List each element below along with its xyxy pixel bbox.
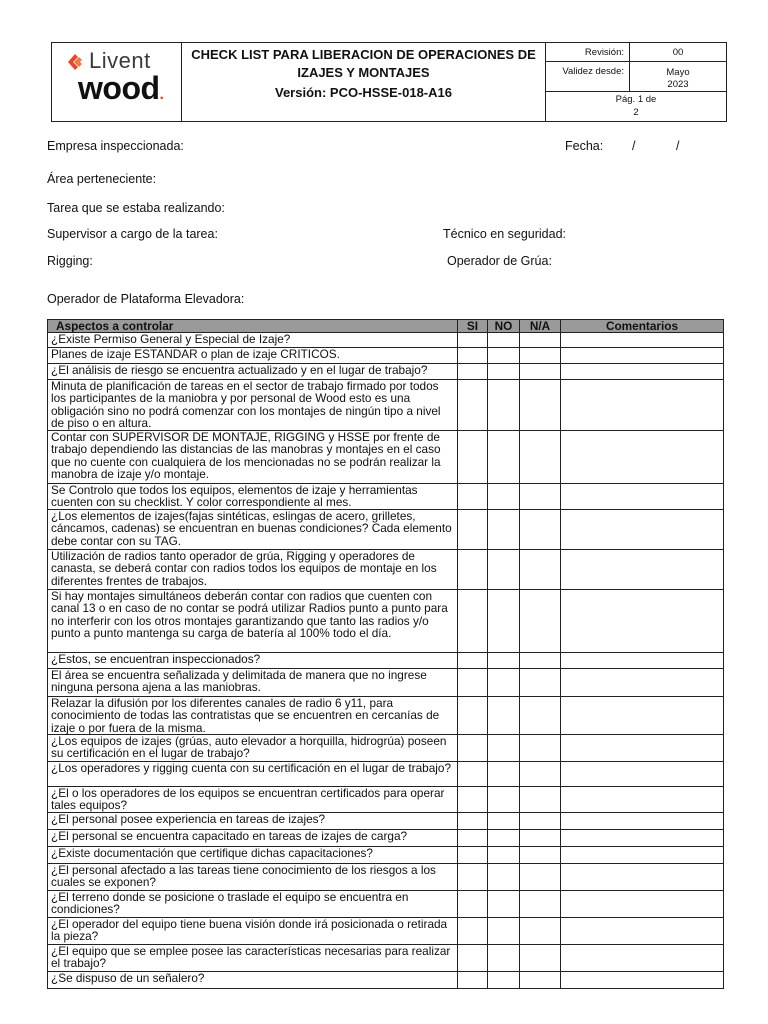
table-row	[48, 762, 724, 787]
no-checkbox-cell[interactable]	[488, 509, 520, 549]
na-checkbox-cell[interactable]	[520, 484, 561, 510]
checklist-question: ¿El terreno donde se posicione o traslade el equipo se encuentra en condiciones?	[48, 891, 458, 918]
livent-logo-icon	[65, 52, 85, 72]
checklist-question: Contar con SUPERVISOR DE MONTAJE, RIGGING y HSSE por frente de trabajo dependiendo las distancias de las manobras y montajes en el caso que no cuente con cualquiera de los mencionadas no se podrán realizar la manobra de izaje y/o montaje.	[48, 431, 458, 484]
no-checkbox-cell[interactable]	[488, 431, 520, 484]
si-checkbox-cell[interactable]	[458, 431, 488, 484]
si-checkbox-cell[interactable]	[458, 333, 488, 348]
table-row	[48, 668, 724, 696]
table-row	[48, 549, 724, 589]
comments-cell[interactable]	[561, 380, 724, 431]
checklist-question: ¿Existe documentación que certifique dichas capacitaciones?	[48, 847, 458, 864]
table-row	[48, 864, 724, 891]
si-checkbox-cell[interactable]	[458, 787, 488, 813]
si-checkbox-cell[interactable]	[458, 735, 488, 762]
table-row	[48, 918, 724, 945]
comments-cell[interactable]	[561, 364, 724, 380]
header-no: NO	[488, 320, 520, 333]
no-checkbox-cell[interactable]	[488, 847, 520, 864]
table-row	[48, 589, 724, 652]
checklist-question: ¿El equipo que se emplee posee las características necesarias para realizar el trabajo?	[48, 945, 458, 972]
checklist-question: El área se encuentra señalizada y delimitada de manera que no ingrese ninguna persona ajena a las maniobras.	[48, 668, 458, 696]
checklist-question: ¿Los operadores y rigging cuenta con su certificación en el lugar de trabajo?	[48, 762, 458, 787]
comments-cell[interactable]	[561, 431, 724, 484]
field-supervisor-label: Supervisor a cargo de la tarea:	[47, 227, 218, 241]
checklist-question: ¿El operador del equipo tiene buena visión donde irá posicionada o retirada la pieza?	[48, 918, 458, 945]
comments-cell[interactable]	[561, 945, 724, 972]
validity-year: 2023	[667, 79, 689, 90]
revision-label: Revisión:	[546, 43, 630, 61]
na-checkbox-cell[interactable]	[520, 668, 561, 696]
fecha-separator-1: /	[632, 139, 636, 153]
table-row	[48, 830, 724, 847]
si-checkbox-cell[interactable]	[458, 348, 488, 364]
comments-cell[interactable]	[561, 348, 724, 364]
no-checkbox-cell[interactable]	[488, 589, 520, 652]
no-checkbox-cell[interactable]	[488, 864, 520, 891]
table-row	[48, 509, 724, 549]
header-comentarios: Comentarios	[561, 320, 724, 333]
no-checkbox-cell[interactable]	[488, 668, 520, 696]
page-line-1: Pág. 1 de	[615, 94, 657, 105]
si-checkbox-cell[interactable]	[458, 891, 488, 918]
si-checkbox-cell[interactable]	[458, 762, 488, 787]
field-fecha-label: Fecha:	[565, 139, 604, 153]
version-code: Versión: PCO-HSSE-018-A16	[274, 85, 452, 100]
document-meta	[546, 43, 726, 121]
table-row	[48, 847, 724, 864]
si-checkbox-cell[interactable]	[458, 813, 488, 830]
comments-cell[interactable]	[561, 696, 724, 734]
table-row	[48, 431, 724, 484]
logo-dot: .	[159, 86, 164, 103]
na-checkbox-cell[interactable]	[520, 945, 561, 972]
na-checkbox-cell[interactable]	[520, 813, 561, 830]
no-checkbox-cell[interactable]	[488, 348, 520, 364]
na-checkbox-cell[interactable]	[520, 509, 561, 549]
comments-cell[interactable]	[561, 847, 724, 864]
comments-cell[interactable]	[561, 891, 724, 918]
table-row	[48, 333, 724, 348]
company-logo	[52, 43, 182, 121]
no-checkbox-cell[interactable]	[488, 333, 520, 348]
na-checkbox-cell[interactable]	[520, 787, 561, 813]
na-checkbox-cell[interactable]	[520, 696, 561, 734]
na-checkbox-cell[interactable]	[520, 364, 561, 380]
table-row	[48, 813, 724, 830]
checklist-body	[48, 333, 724, 989]
document-title	[182, 43, 546, 121]
na-checkbox-cell[interactable]	[520, 972, 561, 989]
si-checkbox-cell[interactable]	[458, 509, 488, 549]
na-checkbox-cell[interactable]	[520, 891, 561, 918]
no-checkbox-cell[interactable]	[488, 696, 520, 734]
si-checkbox-cell[interactable]	[458, 652, 488, 668]
no-checkbox-cell[interactable]	[488, 813, 520, 830]
si-checkbox-cell[interactable]	[458, 549, 488, 589]
si-checkbox-cell[interactable]	[458, 668, 488, 696]
comments-cell[interactable]	[561, 549, 724, 589]
comments-cell[interactable]	[561, 509, 724, 549]
validity-month: Mayo	[666, 67, 690, 78]
no-checkbox-cell[interactable]	[488, 945, 520, 972]
no-checkbox-cell[interactable]	[488, 918, 520, 945]
logo-text-livent: Livent	[89, 48, 151, 73]
field-empresa-label: Empresa inspeccionada:	[47, 139, 184, 153]
field-rigging-label: Rigging:	[47, 254, 93, 268]
checklist-question: ¿Los equipos de izajes (grúas, auto elevador a horquilla, hidrogrúa) poseen su certificación en el lugar de trabajo?	[48, 735, 458, 762]
no-checkbox-cell[interactable]	[488, 972, 520, 989]
na-checkbox-cell[interactable]	[520, 380, 561, 431]
na-checkbox-cell[interactable]	[520, 762, 561, 787]
si-checkbox-cell[interactable]	[458, 380, 488, 431]
na-checkbox-cell[interactable]	[520, 735, 561, 762]
no-checkbox-cell[interactable]	[488, 364, 520, 380]
field-area-label: Área perteneciente:	[47, 172, 157, 186]
no-checkbox-cell[interactable]	[488, 549, 520, 589]
si-checkbox-cell[interactable]	[458, 696, 488, 734]
checklist-question: ¿Los elementos de izajes(fajas sintéticas, eslingas de acero, grilletes, cáncamos, cadenas) se encuentran en buenas condiciones? Cada elemento debe contar con su TAG.	[48, 509, 458, 549]
checklist-question: Relazar la difusión por los diferentes canales de radio 6 y11, para conocimiento de todas las contratistas que se encuentren en cercanías de izaje o por fuera de la misma.	[48, 696, 458, 734]
comments-cell[interactable]	[561, 830, 724, 847]
table-row	[48, 652, 724, 668]
comments-cell[interactable]	[561, 652, 724, 668]
document-header	[51, 42, 727, 122]
no-checkbox-cell[interactable]	[488, 380, 520, 431]
checklist-question: Utilización de radios tanto operador de grúa, Rigging y operadores de canasta, se deberá contar con radios todos los equipos de montaje en los diferentes frentes de trabajos.	[48, 549, 458, 589]
comments-cell[interactable]	[561, 864, 724, 891]
page-line-2: 2	[633, 107, 639, 118]
si-checkbox-cell[interactable]	[458, 864, 488, 891]
si-checkbox-cell[interactable]	[458, 589, 488, 652]
table-row	[48, 364, 724, 380]
logo-text-wood	[78, 70, 163, 107]
si-checkbox-cell[interactable]	[458, 972, 488, 989]
checklist-question: ¿El personal posee experiencia en tareas de izajes?	[48, 813, 458, 830]
no-checkbox-cell[interactable]	[488, 735, 520, 762]
no-checkbox-cell[interactable]	[488, 762, 520, 787]
na-checkbox-cell[interactable]	[520, 333, 561, 348]
title-line-2: IZAJES Y MONTAJES	[297, 65, 430, 80]
header-na: N/A	[520, 320, 561, 333]
si-checkbox-cell[interactable]	[458, 918, 488, 945]
field-tecnico-label: Técnico en seguridad:	[443, 227, 566, 241]
table-row	[48, 696, 724, 734]
comments-cell[interactable]	[561, 589, 724, 652]
table-row	[48, 945, 724, 972]
comments-cell[interactable]	[561, 972, 724, 989]
na-checkbox-cell[interactable]	[520, 918, 561, 945]
na-checkbox-cell[interactable]	[520, 348, 561, 364]
checklist-question: ¿El personal afectado a las tareas tiene conocimiento de los riesgos a los cuales se exponen?	[48, 864, 458, 891]
comments-cell[interactable]	[561, 918, 724, 945]
checklist-question: Planes de izaje ESTANDAR o plan de izaje CRITICOS.	[48, 348, 458, 364]
checklist-question: ¿El análisis de riesgo se encuentra actualizado y en el lugar de trabajo?	[48, 364, 458, 380]
comments-cell[interactable]	[561, 762, 724, 787]
checklist-question: Se Controlo que todos los equipos, elementos de izaje y herramientas cuenten con su checklist. Y color correspondiente al mes.	[48, 484, 458, 510]
no-checkbox-cell[interactable]	[488, 484, 520, 510]
comments-cell[interactable]	[561, 668, 724, 696]
checklist-question: ¿Estos, se encuentran inspeccionados?	[48, 652, 458, 668]
na-checkbox-cell[interactable]	[520, 431, 561, 484]
field-operador-grua-label: Operador de Grúa:	[447, 254, 552, 268]
title-line-1: CHECK LIST PARA LIBERACION DE OPERACIONES DE	[191, 47, 536, 62]
checklist-question: ¿El personal se encuentra capacitado en tareas de izajes de carga?	[48, 830, 458, 847]
revision-row	[546, 43, 726, 62]
si-checkbox-cell[interactable]	[458, 364, 488, 380]
no-checkbox-cell[interactable]	[488, 787, 520, 813]
na-checkbox-cell[interactable]	[520, 589, 561, 652]
revision-value: 00	[672, 47, 684, 58]
checklist-table	[47, 319, 724, 989]
table-header-row	[48, 320, 724, 333]
fecha-separator-2: /	[676, 139, 680, 153]
page-number	[546, 94, 726, 118]
no-checkbox-cell[interactable]	[488, 891, 520, 918]
no-checkbox-cell[interactable]	[488, 652, 520, 668]
table-row	[48, 972, 724, 989]
comments-cell[interactable]	[561, 735, 724, 762]
validity-value	[630, 62, 726, 96]
header-si: SI	[458, 320, 488, 333]
header-aspectos: Aspectos a controlar	[48, 320, 458, 333]
logo-wood-word: wood	[78, 70, 160, 106]
validity-row	[546, 62, 726, 92]
na-checkbox-cell[interactable]	[520, 864, 561, 891]
comments-cell[interactable]	[561, 813, 724, 830]
na-checkbox-cell[interactable]	[520, 652, 561, 668]
na-checkbox-cell[interactable]	[520, 847, 561, 864]
si-checkbox-cell[interactable]	[458, 945, 488, 972]
no-checkbox-cell[interactable]	[488, 830, 520, 847]
si-checkbox-cell[interactable]	[458, 847, 488, 864]
si-checkbox-cell[interactable]	[458, 830, 488, 847]
checklist-question: Si hay montajes simultáneos deberán contar con radios que cuenten con canal 13 o en caso de no contar se podrá utilizar Radios punto a punto para no interferir con los otros montajes garantizando que tanto las radios y/o punto a punto mantenga su carga de batería al 100% todo el día.	[48, 589, 458, 652]
checklist-question: Minuta de planificación de tareas en el sector de trabajo firmado por todos los participantes de la maniobra y por personal de Wood esto es una obligación sino no podrá comenzar con los montajes de ningún tipo a nivel de piso o en altura.	[48, 380, 458, 431]
field-tarea-label: Tarea que se estaba realizando:	[47, 201, 225, 215]
si-checkbox-cell[interactable]	[458, 484, 488, 510]
table-row	[48, 891, 724, 918]
table-row	[48, 787, 724, 813]
checklist-question: ¿El o los operadores de los equipos se encuentran certificados para operar tales equipos?	[48, 787, 458, 813]
na-checkbox-cell[interactable]	[520, 549, 561, 589]
na-checkbox-cell[interactable]	[520, 830, 561, 847]
table-row	[48, 484, 724, 510]
validity-label: Validez desde:	[546, 62, 630, 91]
comments-cell[interactable]	[561, 787, 724, 813]
checklist-question: ¿Se dispuso de un señalero?	[48, 972, 458, 989]
comments-cell[interactable]	[561, 484, 724, 510]
field-operador-plataforma-label: Operador de Plataforma Elevadora:	[47, 292, 245, 306]
table-row	[48, 348, 724, 364]
checklist-question: ¿Existe Permiso General y Especial de Izaje?	[48, 333, 458, 348]
comments-cell[interactable]	[561, 333, 724, 348]
table-row	[48, 380, 724, 431]
table-row	[48, 735, 724, 762]
